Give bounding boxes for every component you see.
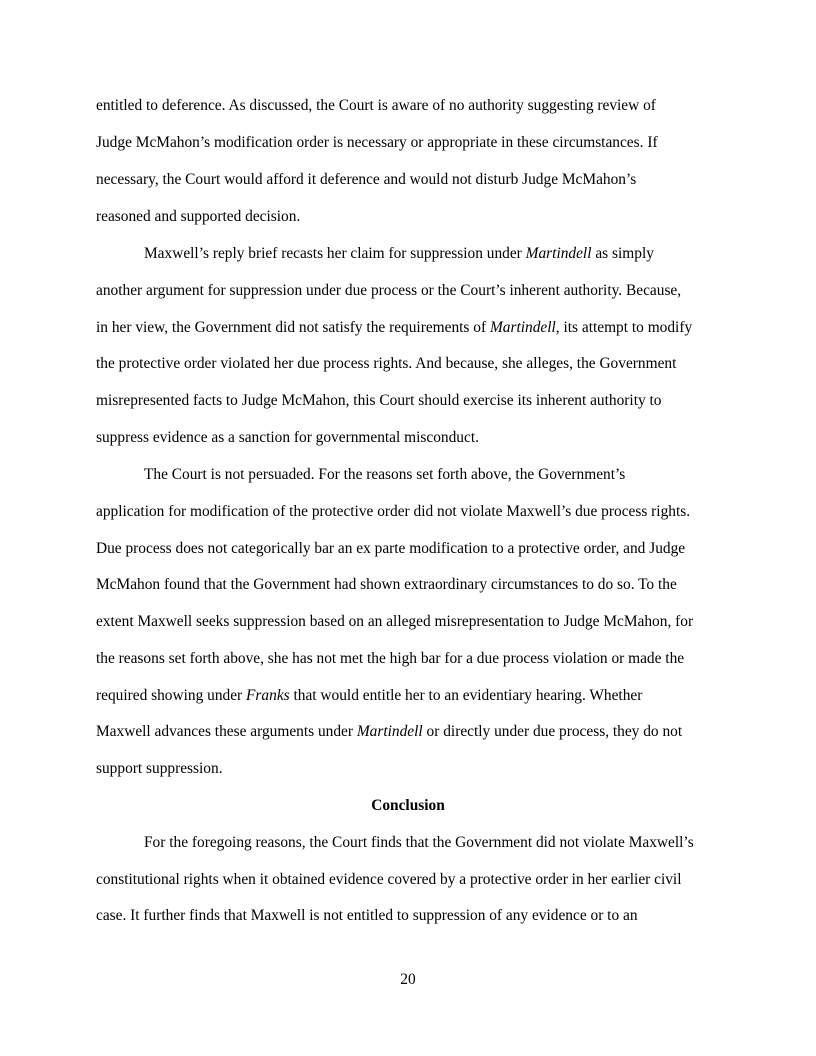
text-line: constitutional rights when it obtained evidence covered by a protective order in her earlier civil bbox=[96, 871, 682, 888]
text-line: Due process does not categorically bar an ex parte modification to a protective order, and Judge bbox=[96, 540, 686, 557]
text-line: McMahon found that the Government had shown extraordinary circumstances to do so. To the bbox=[96, 576, 677, 593]
text-line: For the foregoing reasons, the Court finds that the Government did not violate Maxwell’s bbox=[144, 834, 694, 851]
text-line: support suppression. bbox=[96, 760, 223, 777]
text-line: The Court is not persuaded. For the reasons set forth above, the Government’s bbox=[144, 466, 626, 483]
text-line: another argument for suppression under due process or the Court’s inherent authority. Because, bbox=[96, 282, 682, 299]
text-line: Maxwell’s reply brief recasts her claim for suppression under Martindell as simply bbox=[144, 245, 654, 262]
text-line: entitled to deference. As discussed, the Court is aware of no authority suggesting review of bbox=[96, 97, 656, 114]
text-line: suppress evidence as a sanction for governmental misconduct. bbox=[96, 429, 479, 446]
case-citation: Martindell bbox=[525, 245, 592, 262]
text-line: reasoned and supported decision. bbox=[96, 208, 301, 225]
text-line: the protective order violated her due process rights. And because, she alleges, the Government bbox=[96, 355, 677, 372]
page-number: 20 bbox=[400, 971, 416, 988]
text-line: Judge McMahon’s modification order is necessary or appropriate in these circumstances. If bbox=[96, 134, 658, 151]
section-heading: Conclusion bbox=[371, 797, 445, 814]
text-line: misrepresented facts to Judge McMahon, this Court should exercise its inherent authority to bbox=[96, 392, 662, 409]
text-line: Maxwell advances these arguments under Martindell or directly under due process, they do not bbox=[96, 723, 683, 740]
text-line: case. It further finds that Maxwell is not entitled to suppression of any evidence or to an bbox=[96, 907, 638, 924]
case-citation: Martindell bbox=[356, 723, 423, 740]
text-line: in her view, the Government did not satisfy the requirements of Martindell, its attempt to modify bbox=[96, 319, 693, 336]
case-citation: Franks bbox=[246, 687, 290, 704]
text-line: extent Maxwell seeks suppression based on an alleged misrepresentation to Judge McMahon, for bbox=[96, 613, 694, 630]
text-line: necessary, the Court would afford it deference and would not disturb Judge McMahon’s bbox=[96, 171, 637, 188]
text-line: the reasons set forth above, she has not met the high bar for a due process violation or made the bbox=[96, 650, 685, 667]
text-line: required showing under Franks that would entitle her to an evidentiary hearing. Whether bbox=[96, 687, 643, 704]
text-line: application for modification of the protective order did not violate Maxwell’s due process rights. bbox=[96, 503, 691, 520]
case-citation: Martindell bbox=[489, 319, 556, 336]
